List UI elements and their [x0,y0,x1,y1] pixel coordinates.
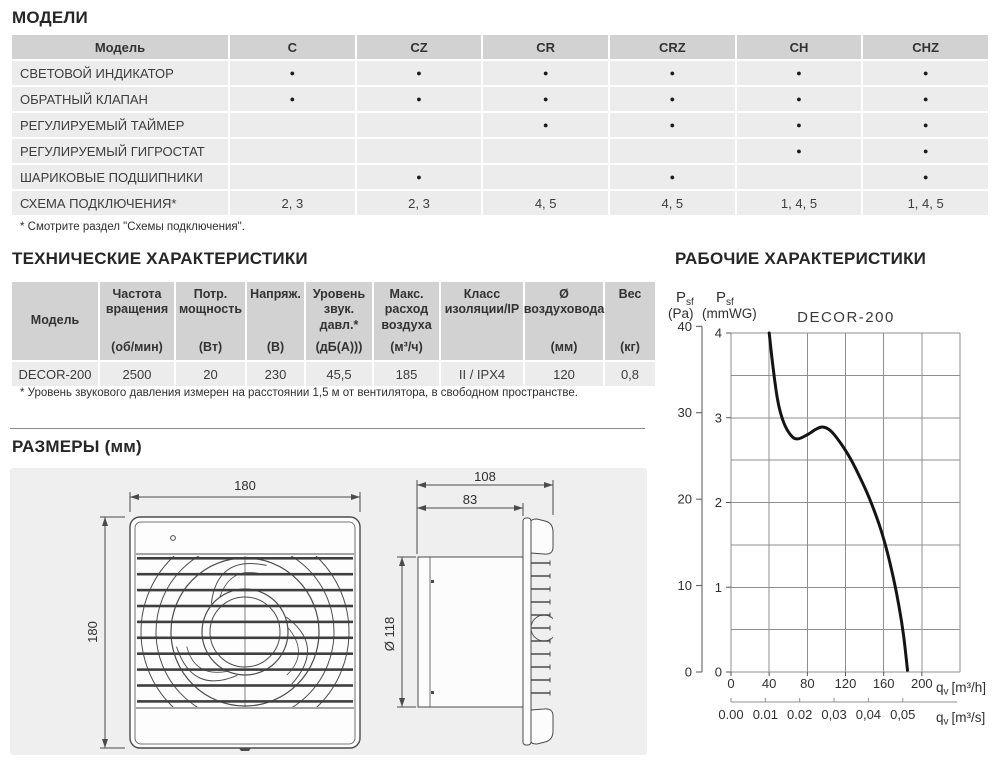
models-cell: ● [483,61,608,85]
pa-tick-label: 30 [677,405,692,421]
tech-header-unit: (об/мин) [111,339,163,354]
tech-cell: 0,8 [605,362,655,386]
models-cell [230,113,355,137]
tech-footnote: * Уровень звукового давления измерен на расстоянии 1,5 м от вентилятора, в свободном пространстве. [20,387,578,399]
tech-header-label: Вес [618,287,642,301]
pa-axis-title: $P_{sf}$ [676,289,694,308]
models-header-cell: C [230,35,355,59]
x-tick-label: 200 [910,676,933,691]
models-cell: ● [863,165,988,189]
models-cell: 1, 4, 5 [737,191,862,215]
tech-header-cell [176,282,245,360]
models-footnote: * Смотрите раздел "Схемы подключения". [20,221,245,233]
tech-header-label: Макс. расход воздуха [381,287,432,332]
pa-axis-unit: (Pa) [668,306,694,321]
tech-header-label: Уровень звук. давл.* [312,287,366,332]
models-row-label: ОБРАТНЫЙ КЛАПАН [12,87,228,111]
tech-header-cell [374,282,439,360]
x-tick-label: 160 [872,676,895,691]
mmwg-tick-label: 3 [714,410,722,426]
models-cell: ● [610,61,735,85]
tech-cell: 2500 [100,362,174,386]
dim-label-duct-diameter: Ø 118 [382,616,397,652]
tech-header-cell [12,282,98,360]
x2-tick-label: 0.00 [718,707,744,722]
chart-title: DECOR-200 [797,309,895,326]
models-row-label: ШАРИКОВЫЕ ПОДШИПНИКИ [12,165,228,189]
models-cell [230,165,355,189]
tech-header-cell [100,282,174,360]
models-cell: 1, 4, 5 [863,191,988,215]
models-cell: ● [863,139,988,163]
tech-cell: 120 [525,362,603,386]
tech-cell: 230 [247,362,304,386]
models-cell [230,139,355,163]
models-cell: ● [357,61,482,85]
models-cell [483,139,608,163]
chart-grid [731,333,960,672]
pa-tick-label: 40 [677,318,692,334]
models-cell: ● [483,87,608,111]
models-cell: ● [737,61,862,85]
tech-header-cell [441,282,523,360]
x-tick-label: 0 [727,676,735,691]
x2-tick-label: 0.02 [787,707,813,722]
tech-header-unit: (Вт) [198,339,223,354]
tech-cell: 185 [374,362,439,386]
models-header-cell: CR [483,35,608,59]
tech-header-cell [525,282,603,360]
dim-label-side-depth: 108 [474,469,496,484]
models-cell: 2, 3 [357,191,482,215]
tech-cell: 20 [176,362,245,386]
models-cell: 4, 5 [610,191,735,215]
tech-cell: 45,5 [306,362,372,386]
models-table [12,35,988,215]
tech-header-label: Потр. мощность [178,287,243,317]
mmwg-tick-label: 1 [714,579,722,595]
models-row-label: РЕГУЛИРУЕМЫЙ ГИГРОСТАТ [12,139,228,163]
tech-header-unit: (кг) [620,339,640,354]
models-cell: ● [610,165,735,189]
tech-header-label: Класс изоляции/IP [444,287,520,317]
mmwg-axis-title: $P_{sf}$ [716,289,734,308]
models-cell: ● [230,61,355,85]
models-cell: ● [737,113,862,137]
tech-header-unit: (мм) [550,339,578,354]
tech-header-unit: (м³/ч) [390,339,423,354]
mmwg-axis-unit: (mmWG) [702,306,757,321]
x2-tick-label: 0,03 [821,707,847,722]
models-row-label: СХЕМА ПОДКЛЮЧЕНИЯ* [12,191,228,215]
tech-header-cell [306,282,372,360]
tech-header-label: Напряж. [250,287,301,301]
models-heading: МОДЕЛИ [12,8,88,27]
models-cell: 4, 5 [483,191,608,215]
x2-axis-unit: qv [m³/s] [936,710,986,728]
mmwg-tick-label: 4 [714,325,722,341]
x-tick-label: 120 [834,676,857,691]
models-cell [357,139,482,163]
dim-label-front-height: 180 [85,621,100,643]
models-row-label: СВЕТОВОЙ ИНДИКАТОР [12,61,228,85]
performance-chart [660,280,1000,740]
models-cell: ● [230,87,355,111]
mmwg-tick-label: 0 [714,664,722,680]
dimensions-drawing-panel [10,468,647,755]
models-cell: ● [737,139,862,163]
dimensions-heading: РАЗМЕРЫ (мм) [12,437,142,456]
pa-tick-label: 10 [677,578,692,594]
front-view [100,492,360,751]
models-header-cell: CZ [357,35,482,59]
tech-heading: ТЕХНИЧЕСКИЕ ХАРАКТЕРИСТИКИ [12,249,308,268]
dim-label-front-width: 180 [234,478,256,493]
x2-tick-label: 0.01 [752,707,779,722]
models-cell: ● [863,87,988,111]
models-header-cell: Модель [12,35,228,59]
models-cell [737,165,862,189]
models-cell [483,165,608,189]
models-cell: ● [737,87,862,111]
pa-tick-label: 20 [677,491,692,507]
tech-header-label: Частота вращения [105,287,169,317]
dimensions-drawing [10,468,647,755]
tech-cell: DECOR-200 [12,362,98,386]
performance-heading: РАБОЧИЕ ХАРАКТЕРИСТИКИ [675,249,927,268]
models-cell: ● [863,61,988,85]
x-tick-label: 80 [800,676,815,691]
x2-tick-label: 0,04 [855,707,882,722]
models-cell [357,113,482,137]
tech-header-cell [247,282,304,360]
tech-header-cell [605,282,655,360]
dim-label-side-body-depth: 83 [462,492,478,507]
mmwg-tick-label: 2 [714,495,722,510]
tech-header-label: Модель [30,313,80,328]
x-tick-label: 40 [761,676,777,691]
section-divider [10,428,645,429]
side-view [397,480,557,745]
tech-cell: II / IPX4 [441,362,523,386]
models-cell: ● [610,113,735,137]
tech-header-unit: (В) [266,339,285,354]
models-cell: ● [610,87,735,111]
x2-tick-label: 0,05 [890,707,916,722]
models-header-cell: CH [737,35,862,59]
tech-table [12,282,655,386]
models-cell: ● [357,165,482,189]
models-row-label: РЕГУЛИРУЕМЫЙ ТАЙМЕР [12,113,228,137]
models-cell: 2, 3 [230,191,355,215]
tech-header-label: Ø воздуховода [523,287,605,317]
models-cell [610,139,735,163]
x-axis-unit: qv [m³/h] [936,680,987,698]
models-cell: ● [357,87,482,111]
pa-tick-label: 0 [684,664,692,680]
performance-curve [769,333,907,670]
models-cell: ● [483,113,608,137]
models-header-cell: CRZ [610,35,735,59]
models-cell: ● [863,113,988,137]
tech-header-unit: (дБ(А))) [315,339,363,354]
models-header-cell: CHZ [863,35,988,59]
